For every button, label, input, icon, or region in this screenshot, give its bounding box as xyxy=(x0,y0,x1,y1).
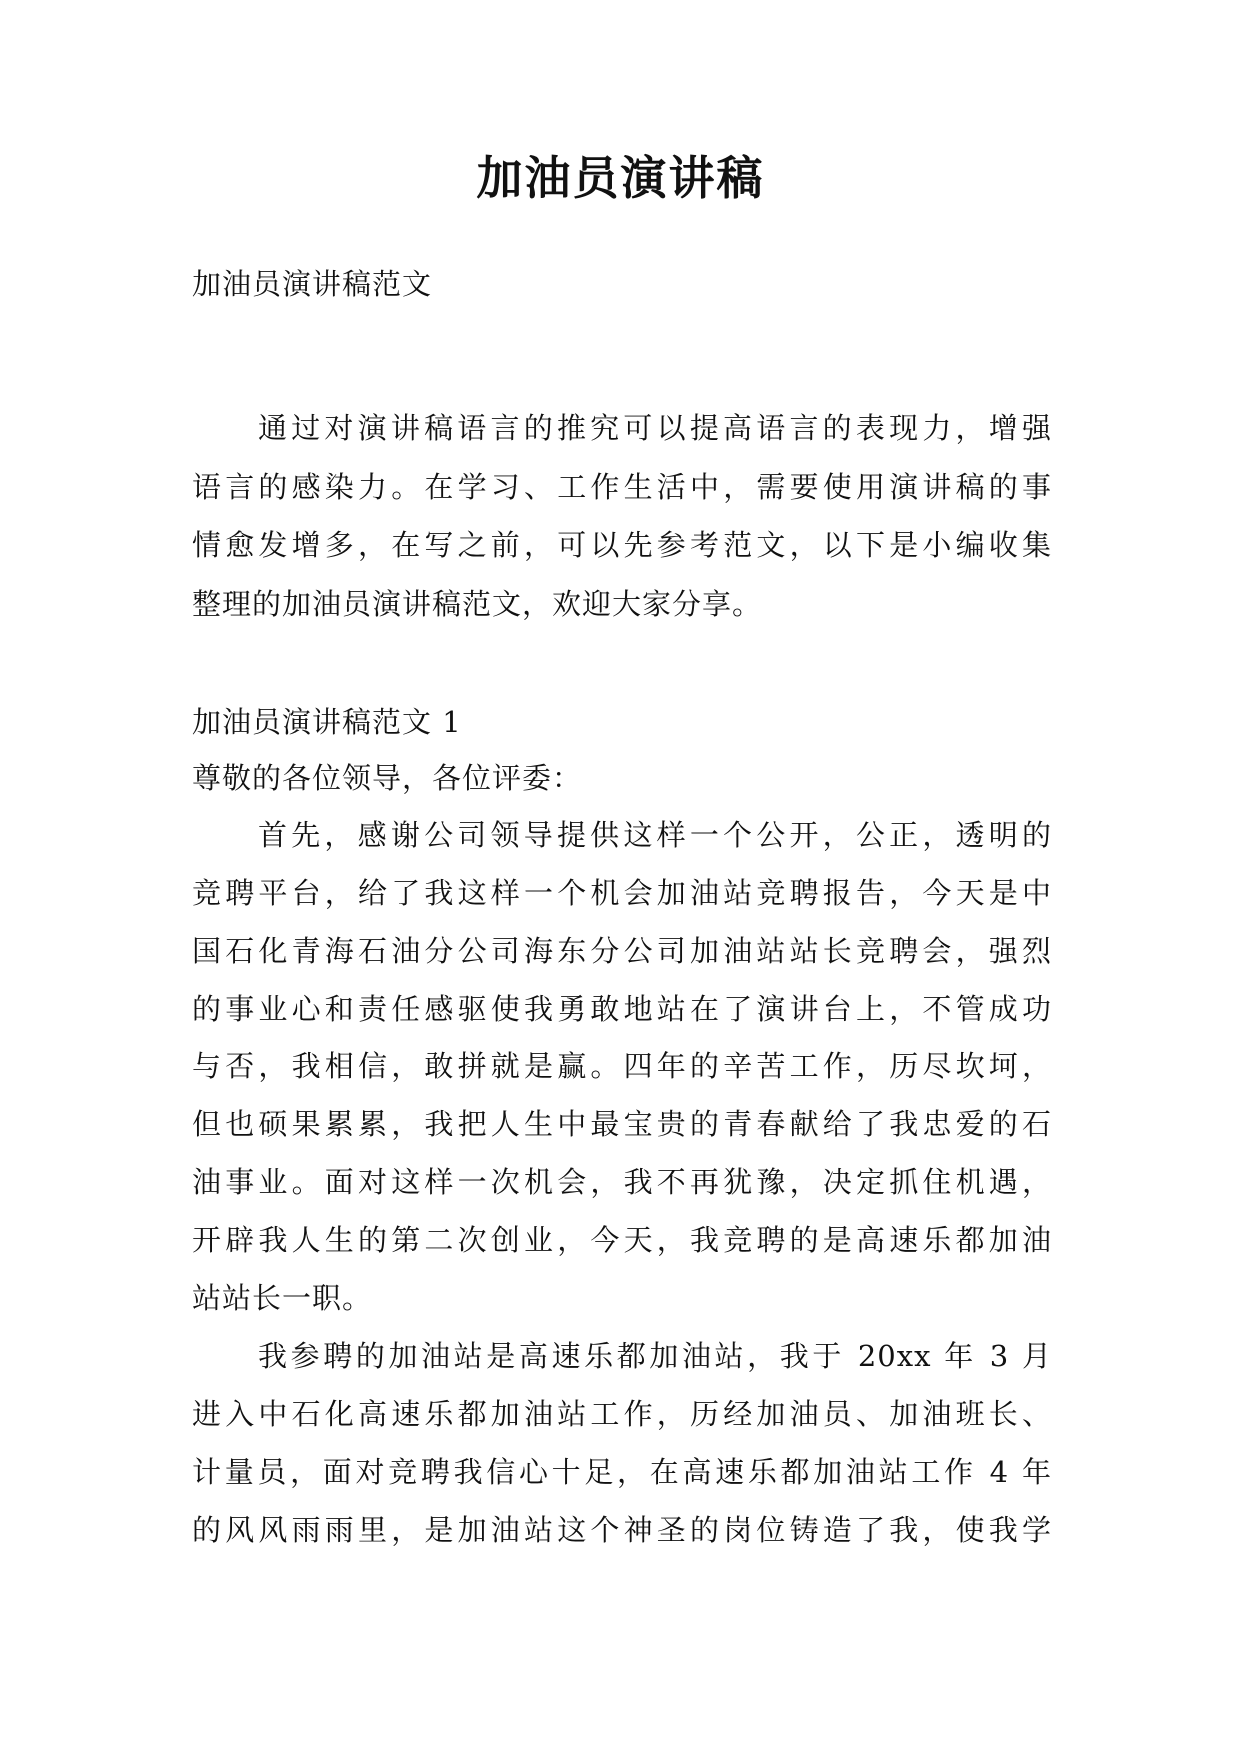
document-title: 加油员演讲稿 xyxy=(476,151,765,205)
paragraph-line: 油事业。面对这样一次机会，我不再犹豫，决定抓住机遇， xyxy=(192,1165,1052,1199)
paragraph-line: 开辟我人生的第二次创业，今天，我竞聘的是高速乐都加油 xyxy=(192,1223,1052,1257)
paragraph-line: 我参聘的加油站是高速乐都加油站，我于 20xx 年 3 月 xyxy=(258,1339,1052,1373)
salutation: 尊敬的各位领导，各位评委： xyxy=(192,761,583,795)
paragraph-line: 但也硕果累累，我把人生中最宝贵的青春献给了我忠爱的石 xyxy=(192,1107,1052,1141)
paragraph-line: 首先，感谢公司领导提供这样一个公开，公正，透明的 xyxy=(258,818,1052,852)
paragraph-line: 与否，我相信，敢拼就是赢。四年的辛苦工作，历尽坎坷， xyxy=(192,1049,1052,1083)
paragraph-line: 计量员，面对竞聘我信心十足，在高速乐都加油站工作 4 年 xyxy=(192,1455,1052,1489)
paragraph-line: 国石化青海石油分公司海东分公司加油站站长竞聘会，强烈 xyxy=(192,934,1052,968)
section-heading: 加油员演讲稿范文 1 xyxy=(192,705,462,739)
intro-line: 情愈发增多，在写之前，可以先参考范文，以下是小编收集 xyxy=(192,528,1052,562)
intro-line: 通过对演讲稿语言的推究可以提高语言的表现力，增强 xyxy=(258,411,1052,445)
paragraph-line: 的风风雨雨里，是加油站这个神圣的岗位铸造了我，使我学 xyxy=(192,1513,1052,1547)
intro-line: 语言的感染力。在学习、工作生活中，需要使用演讲稿的事 xyxy=(192,470,1052,504)
paragraph-line: 竞聘平台，给了我这样一个机会加油站竞聘报告，今天是中 xyxy=(192,876,1052,910)
paragraph-line: 进入中石化高速乐都加油站工作，历经加油员、加油班长、 xyxy=(192,1397,1052,1431)
paragraph-line: 站站长一职。 xyxy=(192,1281,373,1315)
paragraph-line: 的事业心和责任感驱使我勇敢地站在了演讲台上，不管成功 xyxy=(192,992,1052,1026)
intro-line: 整理的加油员演讲稿范文，欢迎大家分享。 xyxy=(192,587,763,621)
document-subtitle: 加油员演讲稿范文 xyxy=(192,267,433,301)
